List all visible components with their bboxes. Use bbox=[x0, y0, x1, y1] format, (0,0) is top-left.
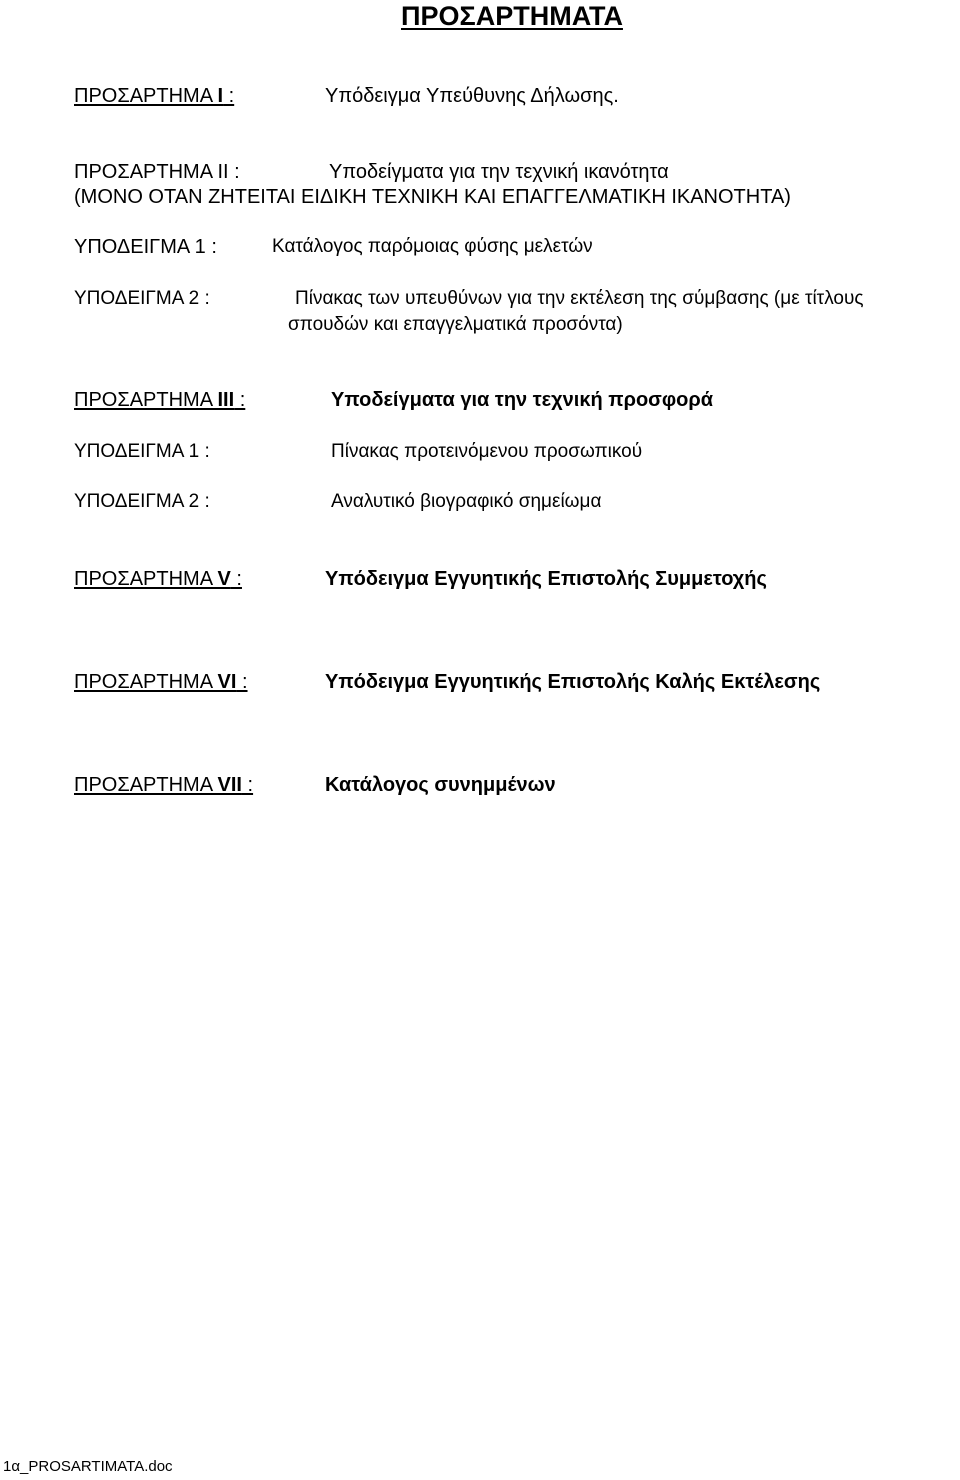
appendix-7-label bbox=[74, 773, 253, 797]
appendix-3-label bbox=[74, 388, 245, 412]
appendix-5-label-suffix: : bbox=[230, 568, 242, 590]
appendix-3-sample-2-text: Αναλυτικό βιογραφικό σημείωμα bbox=[331, 491, 602, 512]
appendix-2-description: Υποδείγματα για την τεχνική ικανότητα bbox=[329, 161, 669, 183]
appendix-3-label-prefix: ΠΡΟΣΑΡΤΗΜΑ bbox=[74, 389, 218, 411]
appendix-7-label-suffix: : bbox=[241, 774, 254, 796]
appendix-5-description: Υπόδειγμα Εγγυητικής Επιστολής Συμμετοχής bbox=[325, 568, 767, 590]
appendix-3-sample-1-text: Πίνακας προτεινόμενου προσωπικού bbox=[331, 441, 643, 462]
appendix-3-sample-1-label: ΥΠΟΔΕΙΓΜΑ 1 : bbox=[74, 441, 210, 462]
appendix-2-sample-2-label: ΥΠΟΔΕΙΓΜΑ 2 : bbox=[74, 288, 210, 309]
appendix-1-label-suffix: : bbox=[223, 85, 235, 107]
appendix-6-numeral: VI bbox=[217, 671, 237, 693]
appendix-3-numeral: ΙΙΙ bbox=[217, 389, 235, 411]
appendix-5-label-prefix: ΠΡΟΣΑΡΤΗΜΑ bbox=[74, 568, 218, 590]
appendix-5-numeral: V bbox=[217, 568, 231, 590]
appendix-7-numeral: VII bbox=[217, 774, 242, 796]
appendix-1-description: Υπόδειγμα Υπεύθυνης Δήλωσης. bbox=[325, 85, 619, 107]
appendix-3-sample-2-label: ΥΠΟΔΕΙΓΜΑ 2 : bbox=[74, 491, 210, 512]
appendix-7-description: Κατάλογος συνημμένων bbox=[325, 774, 556, 796]
appendix-6-description: Υπόδειγμα Εγγυητικής Επιστολής Καλής Εκτέλεσης bbox=[325, 671, 821, 693]
appendix-6-label bbox=[74, 670, 248, 694]
appendix-2-sample-1-text: Κατάλογος παρόμοιας φύσης μελετών bbox=[272, 236, 593, 257]
appendix-5-label bbox=[74, 567, 242, 591]
appendix-1-label-prefix: ΠΡΟΣΑΡΤΗΜΑ bbox=[74, 85, 218, 107]
appendix-1-numeral: Ι bbox=[217, 85, 224, 107]
appendix-6-label-prefix: ΠΡΟΣΑΡΤΗΜΑ bbox=[74, 671, 218, 693]
appendix-3-label-suffix: : bbox=[234, 389, 246, 411]
footer-filename: 1α_PROSARTIMATA.doc bbox=[3, 1458, 173, 1475]
appendix-2-note: (ΜΟΝΟ ΟΤΑΝ ΖΗΤΕΙΤΑΙ ΕΙΔΙΚΗ ΤΕΧΝΙΚΗ ΚΑΙ ΕΠΑΓΓΕΛΜΑΤΙΚΗ ΙΚΑΝΟΤΗΤΑ) bbox=[74, 186, 791, 208]
appendix-2-sample-1-label: ΥΠΟΔΕΙΓΜΑ 1 : bbox=[74, 236, 217, 258]
appendix-7-label-prefix: ΠΡΟΣΑΡΤΗΜΑ bbox=[74, 774, 218, 796]
appendix-2-label: ΠΡΟΣΑΡΤΗΜΑ ΙΙ : bbox=[74, 161, 240, 183]
appendix-1-label bbox=[74, 84, 234, 108]
appendix-6-label-suffix: : bbox=[236, 671, 248, 693]
appendix-2-sample-2-text-line2: σπουδών και επαγγελματικά προσόντα) bbox=[288, 314, 623, 335]
page-title: ΠΡΟΣΑΡΤΗΜΑΤΑ bbox=[401, 1, 623, 31]
appendix-3-description: Υποδείγματα για την τεχνική προσφορά bbox=[331, 389, 714, 411]
appendix-2-sample-2-text: Πίνακας των υπευθύνων για την εκτέλεση της σύμβασης (με τίτλους bbox=[295, 288, 864, 309]
